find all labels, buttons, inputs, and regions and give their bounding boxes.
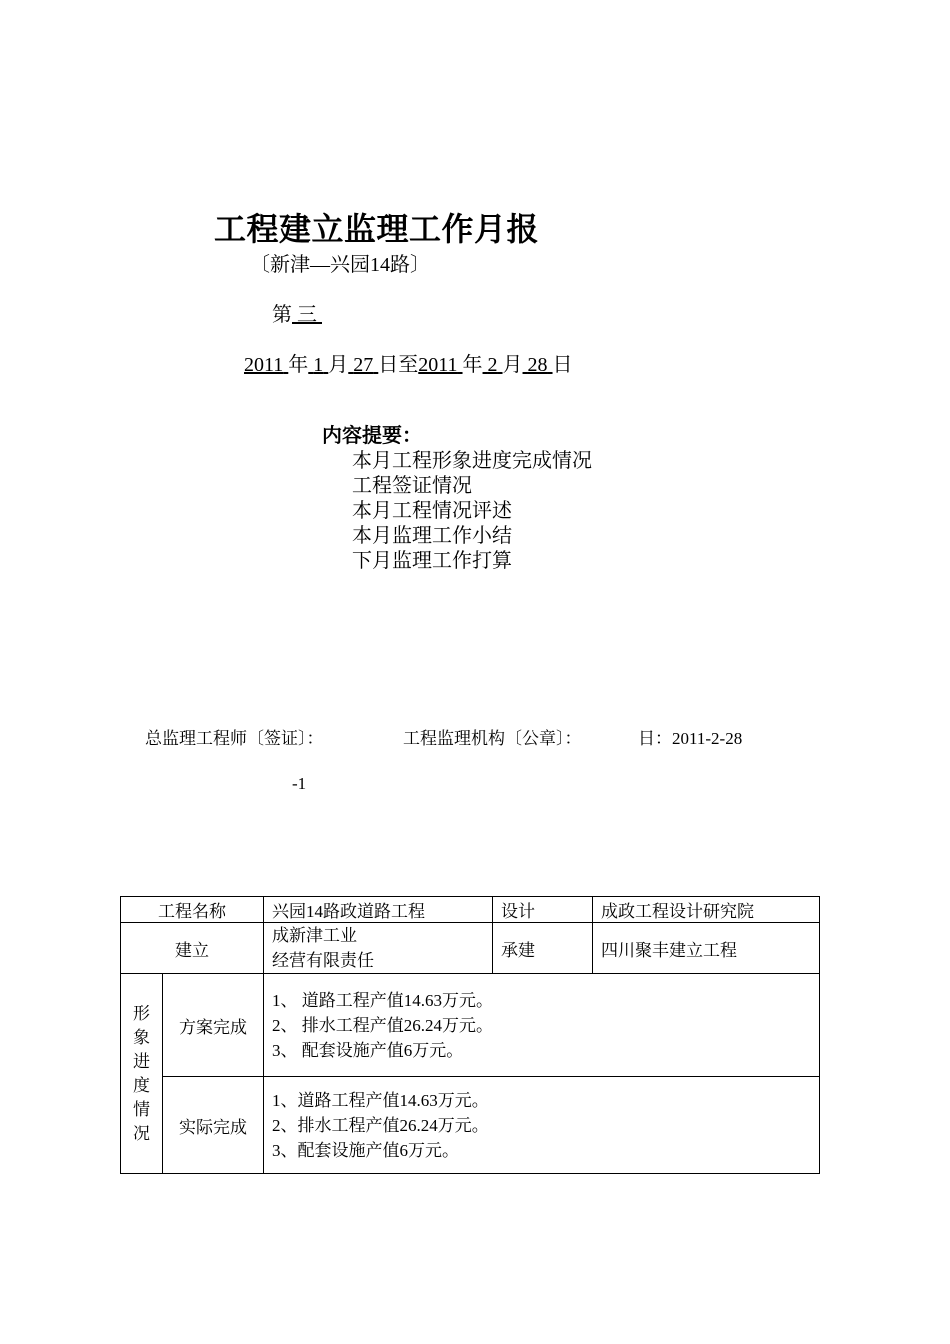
summary-section (322, 424, 592, 574)
issue-number (272, 298, 322, 327)
report-period: 2011 年 1 月 27 日至2011 年 2 月 28 日 (244, 354, 573, 376)
end-year: 2011 (418, 354, 458, 376)
summary-item: 本月工程情况评述 (352, 500, 512, 522)
report-title: 工程建立监理工作月报 (214, 211, 540, 247)
plan-item: 3、 配套设施产值6万元。 (272, 1040, 464, 1060)
summary-item: 本月工程形象进度完成情况 (352, 450, 592, 472)
start-year: 2011 (244, 354, 284, 376)
report-subtitle: 〔新津—兴园14路〕 (250, 254, 430, 276)
end-day: 28 (527, 354, 548, 376)
build-label: 建立 (121, 923, 264, 974)
design-unit: 成政工程设计研究院 (593, 897, 820, 923)
design-label: 设计 (493, 897, 593, 923)
summary-item: 本月监理工作小结 (352, 525, 512, 547)
actual-item: 3、配套设施产值6万元。 (272, 1140, 459, 1160)
report-date: 日：2011-2-28 (638, 729, 743, 748)
actual-item: 2、排水工程产值26.24万元。 (272, 1115, 489, 1135)
plan-label: 方案完成 (163, 974, 264, 1077)
project-name-label: 工程名称 (121, 897, 264, 923)
actual-items (264, 1077, 820, 1174)
contractor: 四川聚丰建立工程 (593, 923, 820, 974)
chief-engineer-signature: 总监理工程师〔签证〕： (145, 729, 324, 748)
summary-item: 下月监理工作打算 (352, 550, 512, 572)
agency-seal: 工程监理机构〔公章〕： (403, 729, 582, 748)
page-number: -1 (292, 774, 307, 793)
start-day: 27 (353, 354, 374, 376)
start-month: 1 (313, 354, 324, 376)
plan-item: 2、 排水工程产值26.24万元。 (272, 1015, 493, 1035)
contractor-label: 承建 (493, 923, 593, 974)
issue-number-value: 三 (297, 304, 317, 326)
actual-label: 实际完成 (163, 1077, 264, 1174)
end-month: 2 (487, 354, 498, 376)
summary-item: 工程签证情况 (352, 475, 472, 497)
project-name: 兴园14路政道路工程 (264, 897, 493, 923)
actual-item: 1、道路工程产值14.63万元。 (272, 1090, 489, 1110)
project-info-table (120, 896, 820, 1174)
progress-label: 形 象 进 度 情 况 (121, 974, 163, 1174)
build-unit: 成新津工业 经营有限责任 (264, 923, 493, 974)
signature-line (145, 724, 742, 749)
summary-heading: 内容提要： (322, 425, 422, 447)
plan-item: 1、 道路工程产值14.63万元。 (272, 990, 493, 1010)
plan-items (264, 974, 820, 1077)
issue-prefix: 第 (272, 304, 292, 326)
